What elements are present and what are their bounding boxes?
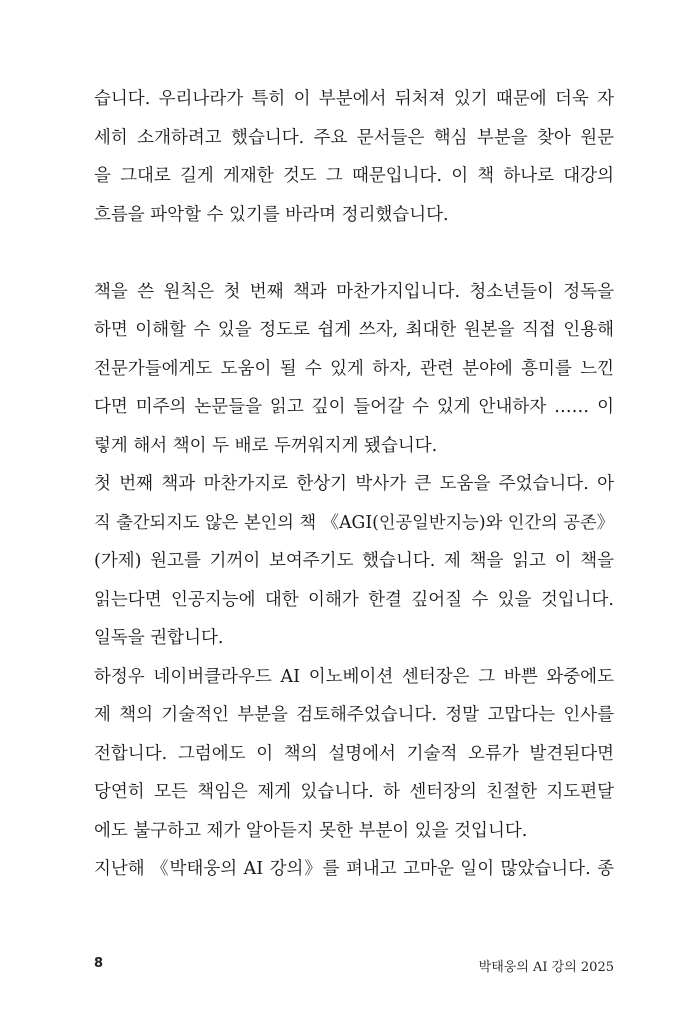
text-line: 렇게 해서 책이 두 배로 두꺼워지게 됐습니다. — [94, 435, 438, 456]
text-line: 흐름을 파악할 수 있기를 바라며 정리했습니다. — [94, 204, 449, 225]
text-line: 책을 쓴 원칙은 첫 번째 책과 마찬가지입니다. 청소년들이 정독을 — [94, 281, 614, 302]
text-line: 첫 번째 책과 마찬가지로 한상기 박사가 큰 도움을 주었습니다. 아 — [94, 474, 614, 494]
text-line: 직 출간되지도 않은 본인의 책 《AGI(인공일반지능)와 인간의 공존》 — [94, 512, 614, 533]
paragraph-2 — [94, 273, 614, 466]
text-line: 당연히 모든 책임은 제게 있습니다. 하 센터장의 친절한 지도편달 — [94, 782, 614, 802]
text-line: 습니다. 우리나라가 특히 이 부분에서 뒤처져 있기 때문에 더욱 자 — [94, 89, 614, 109]
text-line: 다면 미주의 논문들을 읽고 깊이 들어갈 수 있게 안내하자 …… 이 — [94, 397, 614, 417]
text-line: 일독을 권합니다. — [94, 628, 224, 648]
text-line: (가제) 원고를 기꺼이 보여주기도 했습니다. 제 책을 읽고 이 책을 — [94, 551, 614, 571]
paragraph-spacer — [94, 234, 614, 273]
text-line: 하면 이해할 수 있을 정도로 쉽게 쓰자, 최대한 원본을 직접 인용해 — [94, 320, 614, 340]
text-line: 하정우 네이버클라우드 AI 이노베이션 센터장은 그 바쁜 와중에도 — [94, 666, 614, 687]
text-line: 세히 소개하려고 했습니다. 주요 문서들은 핵심 부분을 찾아 원문 — [94, 127, 614, 148]
page-number: 8 — [94, 956, 104, 971]
page-body — [94, 80, 614, 889]
text-line: 제 책의 기술적인 부분을 검토해주었습니다. 정말 고맙다는 인사를 — [94, 705, 614, 725]
paragraph-3 — [94, 465, 614, 658]
text-line: 에도 불구하고 제가 알아듣지 못한 부분이 있을 것입니다. — [94, 820, 528, 841]
running-title: 박태웅의 AI 강의 2025 — [478, 960, 614, 975]
paragraph-5 — [94, 850, 614, 889]
text-line: 을 그대로 길게 게재한 것도 그 때문입니다. 이 책 하나로 대강의 — [94, 166, 614, 186]
text-line: 지난해 《박태웅의 AI 강의》를 펴내고 고마운 일이 많았습니다. 종 — [94, 859, 614, 879]
page-footer — [94, 950, 614, 980]
text-line: 전문가들에게도 도움이 될 수 있게 하자, 관련 분야에 흥미를 느낀 — [94, 358, 614, 379]
paragraph-4 — [94, 658, 614, 851]
paragraph-1 — [94, 80, 614, 234]
text-line: 전합니다. 그럼에도 이 책의 설명에서 기술적 오류가 발견된다면 — [94, 743, 614, 764]
text-line: 읽는다면 인공지능에 대한 이해가 한결 깊어질 수 있을 것입니다. — [94, 589, 614, 610]
